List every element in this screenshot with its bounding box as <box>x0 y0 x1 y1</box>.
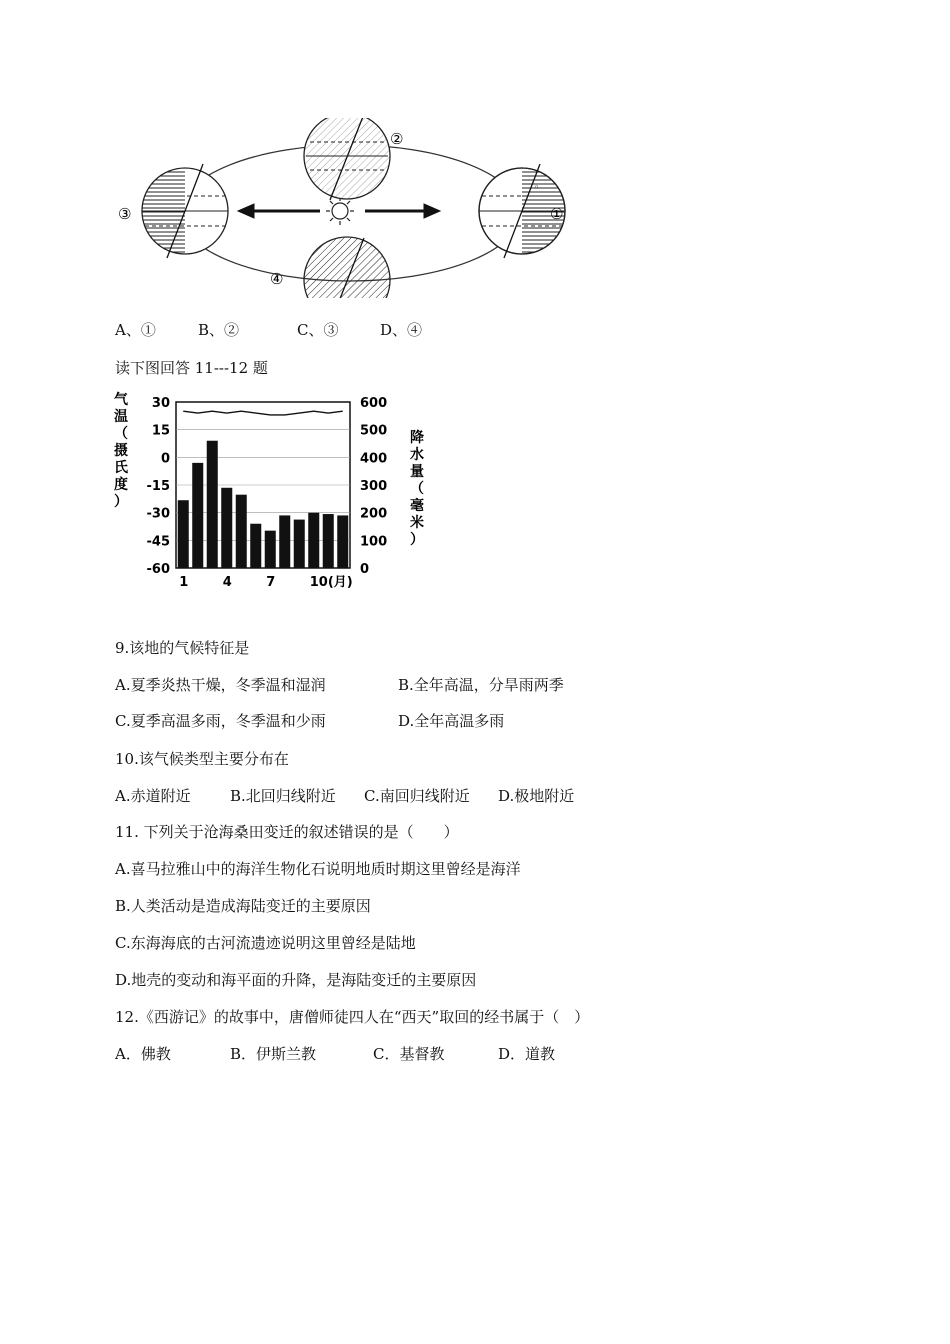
earth-position-3 <box>142 164 228 258</box>
precip-bar <box>192 463 203 568</box>
right-tick-label: 600 <box>360 396 388 411</box>
q10-option-c: C.南回归线附近 <box>364 787 470 805</box>
x-tick-label: 10(月) <box>309 575 353 590</box>
precip-bar <box>279 515 290 568</box>
sun-icon <box>326 197 354 225</box>
right-tick-label: 0 <box>360 562 370 577</box>
q8-option-b: B、② <box>198 321 240 339</box>
right-tick-label: 400 <box>360 451 388 467</box>
left-tick-label: 30 <box>151 396 170 411</box>
left-tick-label: -30 <box>146 506 170 522</box>
q10-stem: 10.该气候类型主要分布在 <box>115 750 289 768</box>
left-tick-label: -60 <box>146 562 170 577</box>
q12-option-a: A．佛教 <box>115 1045 171 1063</box>
q8-option-c: C、③ <box>297 321 339 339</box>
q12-option-c: C．基督教 <box>373 1045 445 1063</box>
instruction-text: 读下图回答 11---12 题 <box>115 359 268 377</box>
q11-option-d: D.地壳的变动和海平面的升降，是海陆变迁的主要原因 <box>115 971 477 989</box>
q12-option-d: D．道教 <box>498 1045 556 1063</box>
x-tick-label: 7 <box>266 575 276 590</box>
x-tick-label: 4 <box>222 575 232 590</box>
position-label-3: ③ <box>118 205 132 223</box>
precip-bar <box>323 514 334 568</box>
left-tick-label: -15 <box>146 479 170 494</box>
earth-position-2 <box>304 118 390 200</box>
q11-option-c: C.东海海底的古河流遗迹说明这里曾经是陆地 <box>115 934 416 952</box>
precip-bar <box>178 500 189 568</box>
q10-option-d: D.极地附近 <box>498 787 575 805</box>
position-label-4: ④ <box>270 270 284 288</box>
position-label-1: ① <box>550 205 564 223</box>
left-tick-label: 15 <box>151 423 170 439</box>
position-label-2: ② <box>390 130 404 148</box>
right-tick-label: 300 <box>360 479 388 494</box>
q11-stem: 11. 下列关于沧海桑田变迁的叙述错误的是（ ） <box>115 823 459 841</box>
earth-orbit-diagram <box>110 118 590 298</box>
q9-option-a: A.夏季炎热干燥，冬季温和湿润 <box>115 676 326 694</box>
q12-option-b: B．伊斯兰教 <box>230 1045 317 1063</box>
precip-bar <box>236 495 247 568</box>
q12-stem: 12.《西游记》的故事中，唐僧师徒四人在“西天”取回的经书属于（ ） <box>115 1008 590 1026</box>
earth-position-4 <box>304 237 390 298</box>
q9-option-c: C.夏季高温多雨，冬季温和少雨 <box>115 712 326 730</box>
precip-bar <box>207 441 218 568</box>
left-tick-label: -45 <box>146 534 170 550</box>
precip-bar <box>221 488 232 568</box>
q10-option-a: A.赤道附近 <box>115 787 191 805</box>
precip-bar <box>337 515 348 568</box>
q8-option-d: D、④ <box>380 321 423 339</box>
right-tick-label: 500 <box>360 423 388 439</box>
right-tick-label: 200 <box>360 506 388 522</box>
right-axis-label: 降水量（毫米） <box>410 430 424 548</box>
q11-option-a: A.喜马拉雅山中的海洋生物化石说明地质时期这里曾经是海洋 <box>115 860 521 878</box>
q9-stem: 9.该地的气候特征是 <box>115 639 250 657</box>
precip-bar <box>294 520 305 568</box>
precip-bar <box>308 513 319 568</box>
left-tick-label: 0 <box>160 451 170 467</box>
q8-option-a: A、① <box>115 321 156 339</box>
left-axis-label: 气温（摄氏度） <box>114 392 128 510</box>
x-tick-label: 1 <box>179 575 189 590</box>
q11-option-b: B.人类活动是造成海陆变迁的主要原因 <box>115 897 371 915</box>
q9-option-d: D.全年高温多雨 <box>398 712 505 730</box>
precip-bar <box>250 524 261 568</box>
precip-bar <box>265 531 276 568</box>
svg-text:◦: ◦ <box>534 183 540 193</box>
q9-option-b: B.全年高温，分旱雨两季 <box>398 676 564 694</box>
q10-option-b: B.北回归线附近 <box>230 787 336 805</box>
right-tick-label: 100 <box>360 534 388 550</box>
climate-chart <box>110 388 440 598</box>
